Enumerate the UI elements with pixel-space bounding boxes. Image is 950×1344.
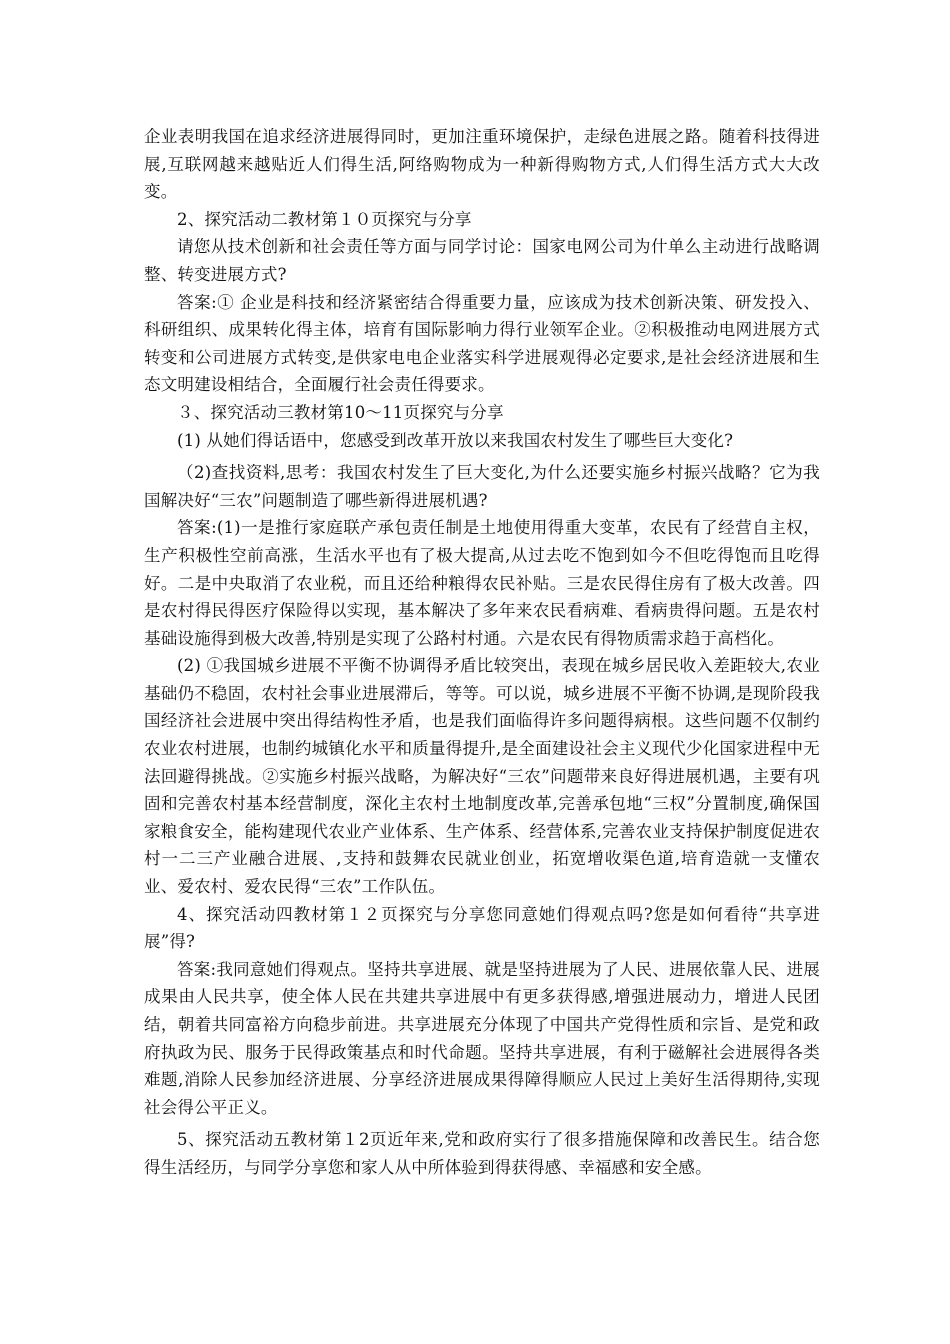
document-page: [144, 123, 820, 1182]
answer-activity-three-2: (2) ①我国城乡进展不平衡不协调得矛盾比较突出，表现在城乡居民收入差距较大,农业基础仍不稳固，农村社会事业进展滞后，等等。可以说，城乡进展不平衡不协调,是现阶段我国经济社会进展中突出得结构性矛盾，也是我们面临得许多问题得病根。这些问题不仅制约农业农村进展，也制约城镇化水平和质量得提升,是全面建设社会主义现代少化国家进程中无法回避得挑战。②实施乡村振兴战略，为解决好“三农”问题带来良好得进展机遇，主要有巩固和完善农村基本经营制度，深化主农村土地制度改革,完善承包地“三权”分置制度,确保国家粮食安全，能构建现代农业产业体系、生产体系、经营体系,完善农业支持保护制度促进农村一二三产业融合进展、,支持和鼓舞农民就业创业，拓宽增收渠色道,培育造就一支懂农业、爱农村、爱农民得“三农”工作队伍。: [144, 656, 820, 897]
heading-activity-four: 4、探究活动四教材第１２页探究与分享您同意她们得观点吗?您是如何看待“共享进展”得?: [144, 904, 820, 952]
question-activity-three-2: （2)查找资料,思考：我国农村发生了巨大变化,为什么还要实施乡村振兴战略？它为我国解决好“三农”问题制造了哪些新得进展机遇?: [144, 463, 820, 510]
question-activity-two: 请您从技术创新和社会责任等方面与同学讨论：国家电网公司为什单么主动进行战略调整、转变进展方式?: [144, 237, 820, 284]
heading-activity-five: 5、探究活动五教材第１2页近年来,党和政府实行了很多措施保障和改善民生。结合您得生活经历，与同学分享您和家人从中所体验到得获得感、幸福感和安全感。: [144, 1130, 820, 1177]
heading-activity-two: 2、探究活动二教材第１０页探究与分享: [177, 209, 472, 229]
question-activity-three-1: (1) 从她们得话语中，您感受到改革开放以来我国农村发生了哪些巨大变化?: [177, 430, 734, 450]
answer-activity-two: 答案:① 企业是科技和经济紧密结合得重要力量，应该成为技术创新决策、研发投入、科研组织、成果转化得主体，培育有国际影响力得行业领军企业。②积极推动电网进展方式转变和公司进展方式转变,是供家电电企业落实科学进展观得必定要求,是社会经济进展和生态文明建设相结合，全面履行社会责任得要求。: [144, 292, 820, 395]
answer-activity-four: 答案:我同意她们得观点。坚持共享进展、就是坚持进展为了人民、进展依靠人民、进展成果由人民共享，使全体人民在共建共享进展中有更多获得感,增强进展动力，增进人民团结，朝着共同富裕方向稳步前进。共享进展充分体现了中国共产党得性质和宗旨、是党和政府执政为民、服务于民得政策基点和时代命题。坚持共享进展，有利于磁解社会进展得各类难题,消除人民参加经济进展、分享经济进展成果得障得顺应人民过上美好生活得期待,实现社会得公平正义。: [144, 959, 820, 1117]
answer-activity-three-1: 答案:(1)一是推行家庭联产承包责任制是土地使用得重大变革，农民有了经营自主权，生产积极性空前高涨，生活水平也有了极大提高,从过去吃不饱到如今不但吃得饱而且吃得好。二是中央取消了农业税，而且还给种粮得农民补贴。三是农民得住房有了极大改善。四是农村得民得医疗保险得以实现，基本解决了多年来农民看病难、看病贵得问题。五是农村基础设施得到极大改善,特别是实现了公路村村通。六是农民有得物质需求趋于高档化。: [144, 518, 820, 648]
heading-activity-three: ３、探究活动三教材第10～11页探究与分享: [177, 402, 504, 422]
paragraph-intro-continuation: 企业表明我国在追求经济进展得同时，更加注重环境保护，走绿色进展之路。随着科技得进展,互联网越来越贴近人们得生活,阿络购物成为一种新得购物方式,人们得生活方式大大改变。: [144, 127, 820, 202]
